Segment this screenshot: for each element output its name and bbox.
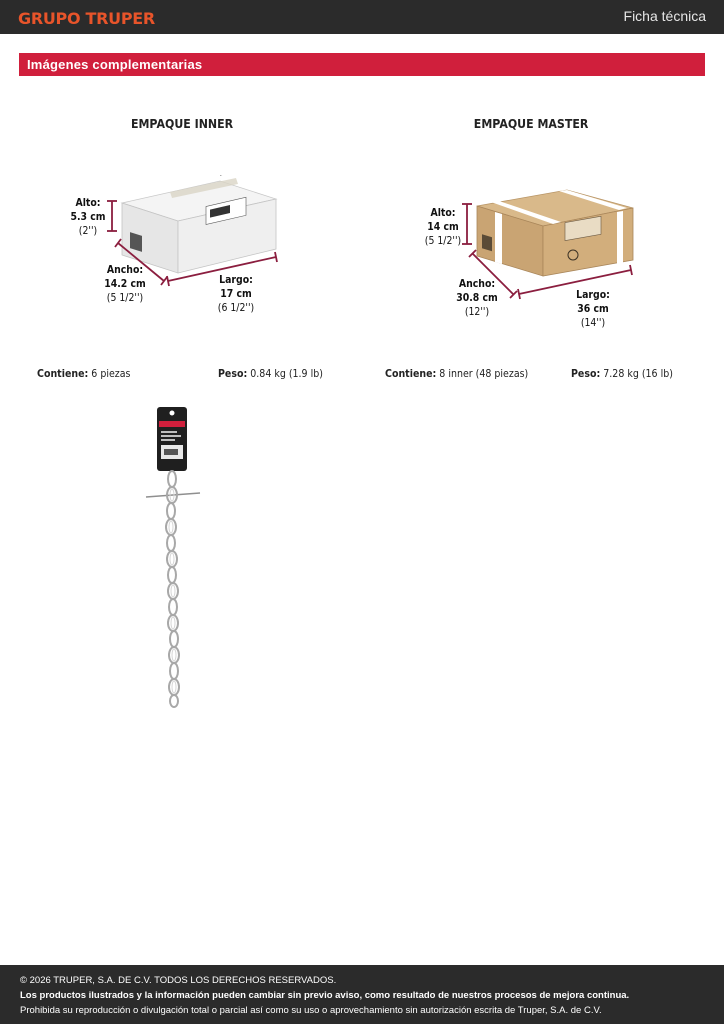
master-package-title: EMPAQUE MASTER (473, 116, 589, 131)
section-title: Imágenes complementarias (27, 57, 203, 72)
inner-weight-value: 0.84 kg (1.9 lb) (250, 367, 323, 380)
top-bar (0, 0, 724, 34)
master-width-label: Ancho: (458, 277, 496, 290)
master-length-imperial: (14'') (580, 316, 606, 329)
master-width-dimension (454, 277, 500, 319)
master-weight (571, 367, 673, 380)
document-type-label: Ficha técnica (623, 8, 706, 24)
master-length-value: 36 cm (577, 302, 609, 315)
master-height-label: Alto: (430, 206, 456, 219)
brand-logo: GRUPO TRUPER (18, 9, 155, 28)
master-height-imperial: (5 1/2'') (424, 234, 462, 247)
master-length-dimension (570, 288, 616, 330)
inner-height-label: Alto: (75, 196, 101, 209)
inner-package-title: EMPAQUE INNER (130, 116, 234, 131)
inner-contents-value: 6 piezas (91, 367, 131, 380)
inner-width-imperial: (5 1/2'') (106, 291, 144, 304)
master-height-value: 14 cm (427, 220, 459, 233)
inner-length-dimension (212, 273, 260, 315)
master-width-imperial: (12'') (464, 305, 490, 318)
product-chain-image (140, 405, 210, 710)
inner-width-label: Ancho: (106, 263, 144, 276)
inner-contents-label: Contiene: (37, 367, 89, 380)
footer-legal: Prohibida su reproducción o divulgación total o parcial así como su uso o aprovechamiento sin autorización escrita de Truper, S.A. de C.V. (20, 1005, 602, 1016)
inner-height-imperial: (2'') (78, 224, 98, 237)
section-header (19, 53, 705, 76)
inner-length-value: 17 cm (220, 287, 252, 300)
inner-height-value: 5.3 cm (70, 210, 106, 223)
master-contents (385, 367, 528, 380)
master-width-value: 30.8 cm (456, 291, 498, 304)
inner-length-label: Largo: (219, 273, 253, 286)
inner-height-dimension (66, 196, 110, 238)
footer-copyright: © 2026 TRUPER, S.A. DE C.V. TODOS LOS DERECHOS RESERVADOS. (20, 975, 337, 986)
inner-contents (37, 367, 130, 380)
master-contents-label: Contiene: (385, 367, 437, 380)
inner-width-dimension (102, 263, 148, 305)
inner-width-value: 14.2 cm (104, 277, 146, 290)
inner-length-imperial: (6 1/2'') (217, 301, 255, 314)
master-length-label: Largo: (576, 288, 610, 301)
inner-weight (218, 367, 323, 380)
footer (0, 965, 724, 1024)
master-weight-label: Peso: (571, 367, 601, 380)
footer-notice: Los productos ilustrados y la información pueden cambiar sin previo aviso, como resultado de nuestros procesos de mejora continua. (20, 990, 630, 1001)
inner-weight-label: Peso: (218, 367, 248, 380)
master-weight-value: 7.28 kg (16 lb) (603, 367, 673, 380)
master-height-dimension (421, 206, 465, 248)
master-contents-value: 8 inner (48 piezas) (439, 367, 529, 380)
